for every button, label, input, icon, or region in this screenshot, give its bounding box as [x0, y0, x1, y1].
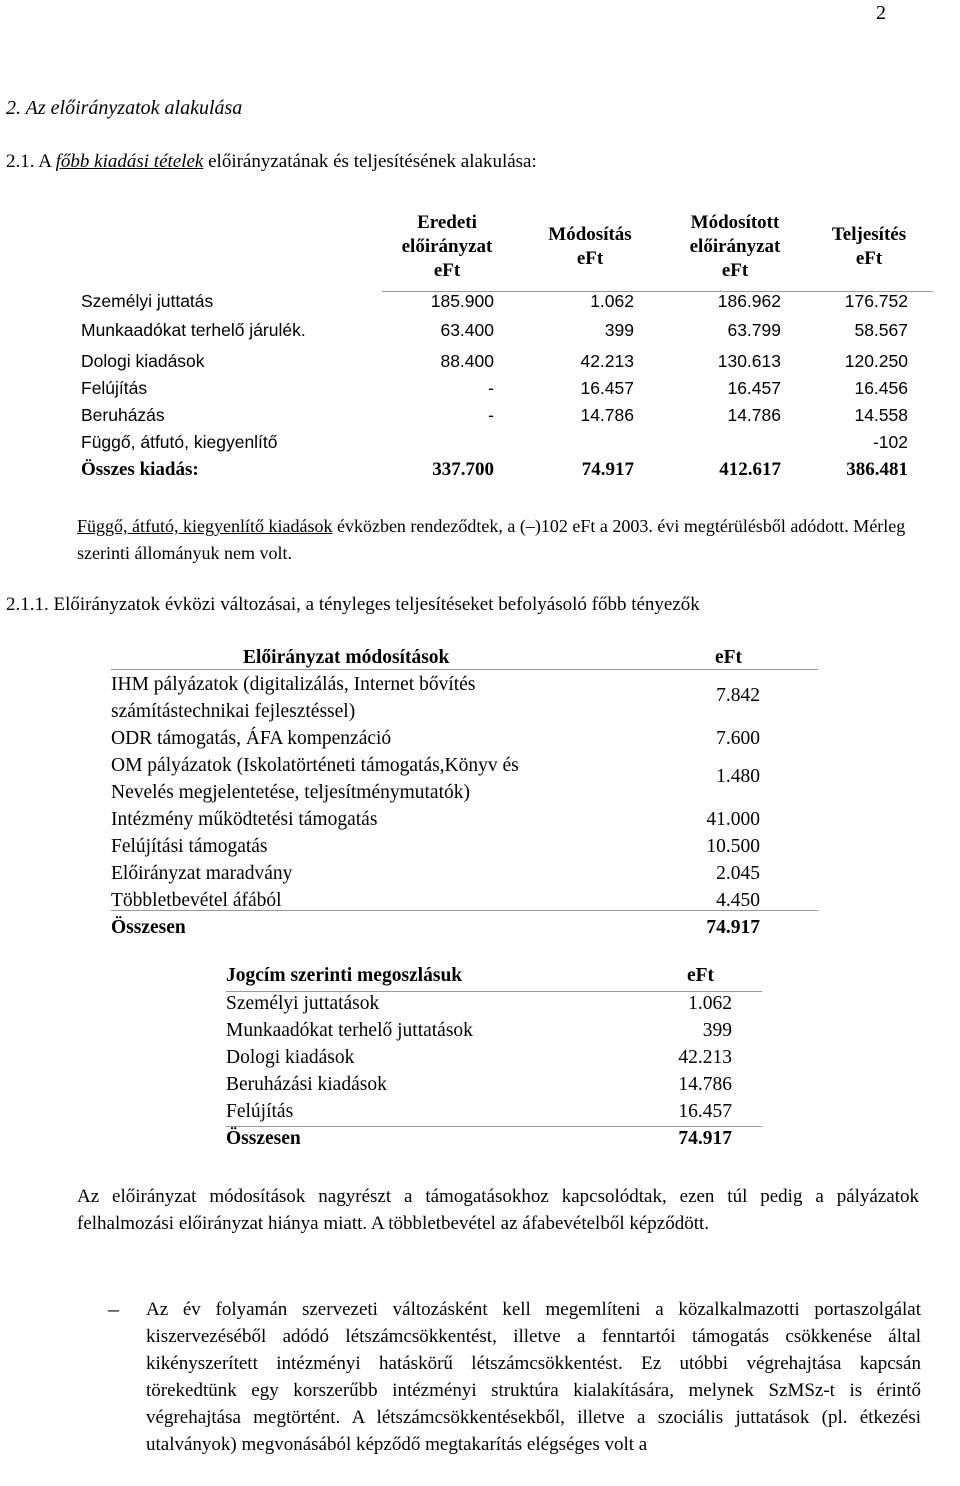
- mod-row-line1: IHM pályázatok (digitalizálás, Internet bővítés: [111, 674, 476, 695]
- table-row: [226, 1047, 762, 1074]
- section-heading: 2. Az előirányzatok alakulása: [6, 97, 243, 119]
- legal-row-value: 1.062: [688, 993, 732, 1014]
- header-modositott-l2: előirányzat: [689, 236, 781, 257]
- mod-header-divider: [111, 669, 818, 670]
- legal-header-divider: [226, 991, 762, 992]
- table-row: [81, 405, 931, 431]
- table-row: [226, 1020, 762, 1047]
- cell-eredeti: 185.900: [430, 291, 494, 311]
- legal-header-label: Jogcím szerinti megoszlásuk: [226, 965, 463, 986]
- header-modositas-l1: Módosítás: [548, 224, 632, 245]
- legal-total-row: [226, 1128, 762, 1155]
- header-eredeti-l3: eFt: [433, 260, 461, 281]
- note-paragraph: [77, 513, 960, 567]
- table-row: [81, 320, 931, 346]
- table-row: [81, 378, 931, 404]
- legal-total-label: Összesen: [226, 1128, 301, 1149]
- cell-eredeti: -: [488, 405, 494, 425]
- mod-row-label: Felújítási támogatás: [111, 836, 268, 857]
- header-modositott-l1: Módosított: [690, 212, 780, 233]
- total-label: Összes kiadás:: [81, 459, 199, 480]
- cell-modositas: 1.062: [590, 291, 634, 311]
- total-eredeti: 337.700: [432, 459, 494, 480]
- row-label: Felújítás: [81, 378, 148, 398]
- cell-teljesites: 120.250: [844, 351, 908, 371]
- cell-modositas: 14.786: [580, 405, 634, 425]
- bullet-dash: –: [108, 1296, 119, 1321]
- table-row: [226, 1101, 762, 1128]
- summary-paragraph: Az előirányzat módosítások nagyrészt a támogatásokhoz kapcsolódtak, ezen túl pedig a pályázatok felhalmozási előirányzat hiánya miatt. A többletbevétel az áfabevételből képződött.: [77, 1186, 919, 1234]
- total-modositas: 74.917: [581, 459, 634, 480]
- cell-teljesites: 176.752: [844, 291, 908, 311]
- mod-row-value: 1.480: [716, 766, 760, 787]
- table-row: [111, 725, 818, 752]
- cell-modositas: 399: [604, 320, 634, 340]
- mod-total-value: 74.917: [706, 917, 760, 938]
- table-row: [111, 860, 818, 887]
- mod-header-label: Előirányzat módosítások: [243, 647, 450, 668]
- row-label: Beruházás: [81, 405, 165, 425]
- cell-modositas: 16.457: [580, 378, 634, 398]
- legal-total-value: 74.917: [678, 1128, 732, 1149]
- note-underlined: Függő, átfutó, kiegyenlítő kiadások: [77, 516, 333, 536]
- cell-eredeti: -: [488, 378, 494, 398]
- legal-row-value: 14.786: [678, 1074, 732, 1095]
- table-total-row: [81, 459, 931, 485]
- mod-row-value: 4.450: [716, 890, 760, 911]
- cell-modositas: 42.213: [580, 351, 634, 371]
- legal-total-divider: [226, 1126, 762, 1127]
- mod-row-line1: OM pályázatok (Iskolatörténeti támogatás,Könyv és: [111, 755, 519, 776]
- header-modositott-l3: eFt: [721, 260, 749, 281]
- legal-row-value: 42.213: [678, 1047, 732, 1068]
- table-row: [226, 1074, 762, 1101]
- legal-row-value: 16.457: [678, 1101, 732, 1122]
- mod-row-value: 2.045: [716, 863, 760, 884]
- header-teljesites-l2: eFt: [855, 248, 883, 269]
- legal-row-label: Beruházási kiadások: [226, 1074, 387, 1095]
- header-teljesites: [812, 223, 926, 271]
- table-row: [226, 993, 762, 1020]
- legal-header-row: [226, 965, 762, 992]
- mod-row-value: 7.842: [716, 685, 760, 706]
- legal-row-label: Felújítás: [226, 1101, 294, 1122]
- mod-total-divider: [111, 910, 818, 911]
- table-row: [111, 671, 818, 725]
- mod-row-value: 10.500: [706, 836, 760, 857]
- row-label: Személyi juttatás: [81, 291, 214, 311]
- legal-row-label: Személyi juttatások: [226, 993, 380, 1014]
- header-teljesites-l1: Teljesítés: [831, 224, 907, 245]
- table-row: [111, 752, 818, 806]
- mod-row-label: [111, 752, 519, 806]
- total-teljesites: 386.481: [846, 459, 908, 480]
- table-row: [111, 833, 818, 860]
- mod-header-unit: eFt: [714, 647, 742, 668]
- cell-teljesites: 16.456: [854, 378, 908, 398]
- row-label: Függő, átfutó, kiegyenlítő: [81, 432, 278, 452]
- mod-row-label: Előirányzat maradvány: [111, 863, 293, 884]
- subsection-underlined: főbb kiadási tételek: [55, 151, 204, 172]
- legal-row-value: 399: [702, 1020, 732, 1041]
- subsection-prefix: 2.1. A: [6, 151, 56, 172]
- total-modositott: 412.617: [719, 459, 781, 480]
- mod-row-value: 7.600: [716, 728, 760, 749]
- header-modositas-l2: eFt: [576, 248, 604, 269]
- cell-teljesites: 58.567: [854, 320, 908, 340]
- legal-row-label: Munkaadókat terhelő juttatások: [226, 1020, 473, 1041]
- cell-eredeti: 63.400: [440, 320, 494, 340]
- table-row: [81, 291, 931, 317]
- cell-modositott: 16.457: [727, 378, 781, 398]
- table-row: [111, 806, 818, 833]
- cell-modositott: 130.613: [717, 351, 781, 371]
- mod-row-label: Intézmény működtetési támogatás: [111, 809, 378, 830]
- subsection-heading: [6, 151, 537, 173]
- cell-teljesites: 14.558: [854, 405, 908, 425]
- cell-teljesites: -102: [872, 432, 908, 452]
- subsection-suffix: előirányzatának és teljesítésének alakulása:: [203, 151, 537, 172]
- mod-row-label: [111, 671, 475, 725]
- table-row: [81, 351, 931, 377]
- note-text: évközben rendeződtek, a (–)102 eFt a 2003. évi megtérülésből adódott. Mérleg szerinti állományuk nem volt.: [77, 516, 906, 563]
- cell-modositott: 186.962: [717, 291, 781, 311]
- mod-row-label: ODR támogatás, ÁFA kompenzáció: [111, 728, 392, 749]
- mod-total-row: [111, 914, 818, 941]
- header-modositas: [530, 223, 650, 271]
- bullet-paragraph: Az év folyamán szervezeti változásként kell megemlíteni a közalkalmazotti portaszolgálat kiszervezéséből adódó létszámcsökkentést, illetve a fenntartói támogatás csökkenése által kikényszerített intézményi hatáskörű létszámcsökkentést. Ez utóbbi végrehajtása kapcsán törekedtünk egy korszerűbb intézményi struktúra kialakítására, melynek SzMSz-t is érintő végrehajtása megtörtént. A létszámcsökkentésekből, illetve a szociális juttatások (pl. étkezési utalványok) megvonásából képződő megtakarítás elégséges volt a: [146, 1299, 921, 1455]
- row-label: Munkaadókat terhelő járulék.: [81, 320, 306, 340]
- table-row: [81, 432, 931, 458]
- header-eredeti-l1: Eredeti: [417, 212, 477, 233]
- mod-row-label: Többletbevétel áfából: [111, 890, 282, 911]
- subsubsection-heading: 2.1.1. Előirányzatok évközi változásai, a tényleges teljesítéseket befolyásoló főbb tényezők: [6, 594, 700, 615]
- mod-row-line2: Nevelés megjelentetése, teljesítménymutatók): [111, 782, 470, 803]
- cell-eredeti: 88.400: [440, 351, 494, 371]
- cell-modositott: 63.799: [727, 320, 781, 340]
- header-eredeti: [385, 211, 509, 283]
- mod-total-label: Összesen: [111, 917, 186, 938]
- legal-row-label: Dologi kiadások: [226, 1047, 355, 1068]
- mod-row-value: 41.000: [706, 809, 760, 830]
- legal-header-unit: eFt: [686, 965, 714, 986]
- mod-row-line2: számítástechnikai fejlesztéssel): [111, 701, 356, 722]
- header-eredeti-l2: előirányzat: [401, 236, 493, 257]
- cell-modositott: 14.786: [727, 405, 781, 425]
- row-label: Dologi kiadások: [81, 351, 205, 371]
- page-number: 2: [876, 2, 886, 24]
- header-modositott: [668, 211, 802, 283]
